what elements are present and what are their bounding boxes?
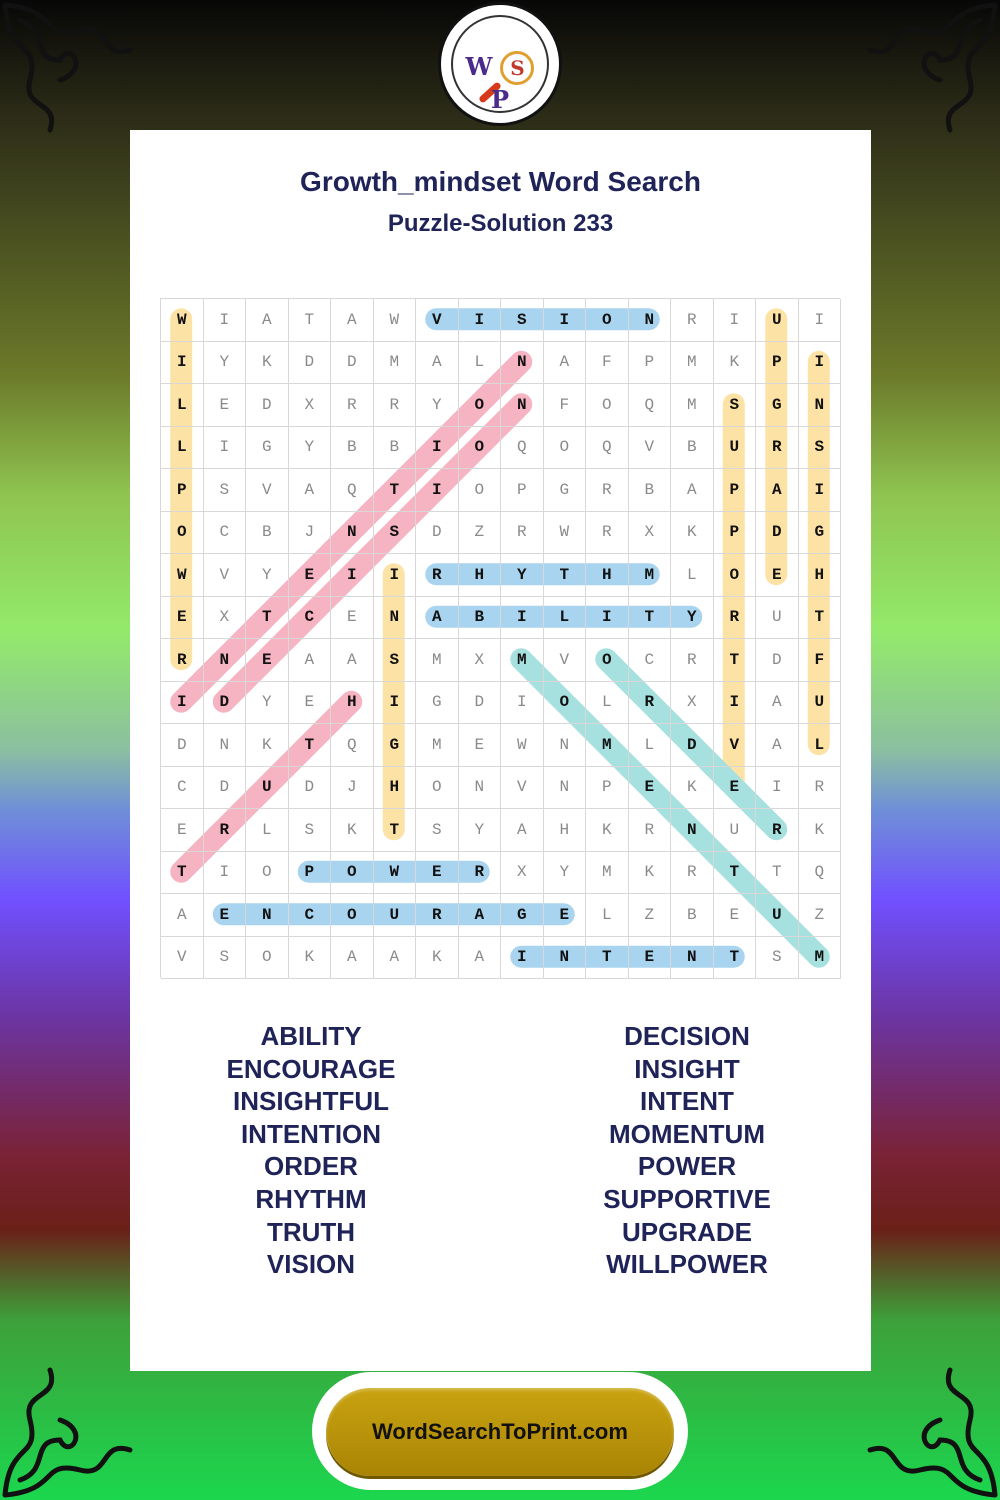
grid-cell[interactable]: O: [161, 512, 204, 555]
grid-cell[interactable]: T: [714, 852, 757, 895]
grid-cell[interactable]: N: [629, 299, 672, 342]
grid-cell[interactable]: M: [416, 724, 459, 767]
grid-cell[interactable]: W: [161, 554, 204, 597]
grid-cell[interactable]: R: [799, 767, 842, 810]
grid-cell[interactable]: G: [246, 427, 289, 470]
grid-cell[interactable]: G: [416, 682, 459, 725]
grid-cell[interactable]: S: [799, 427, 842, 470]
grid-cell[interactable]: D: [459, 682, 502, 725]
grid-cell[interactable]: E: [714, 767, 757, 810]
grid-cell[interactable]: E: [416, 852, 459, 895]
grid-cell[interactable]: U: [756, 597, 799, 640]
grid-cell[interactable]: K: [671, 767, 714, 810]
grid-cell[interactable]: T: [374, 809, 417, 852]
grid-cell[interactable]: O: [459, 469, 502, 512]
grid-cell[interactable]: I: [799, 342, 842, 385]
grid-cell[interactable]: J: [331, 767, 374, 810]
grid-cell[interactable]: D: [289, 342, 332, 385]
grid-cell[interactable]: Y: [544, 852, 587, 895]
word-list-item: DECISION: [624, 1021, 750, 1051]
grid-cell[interactable]: L: [671, 554, 714, 597]
grid-cell[interactable]: I: [331, 554, 374, 597]
grid-cell[interactable]: N: [331, 512, 374, 555]
word-list-item: ENCOURAGE: [226, 1053, 396, 1084]
grid-cell[interactable]: T: [714, 937, 757, 980]
grid-cell[interactable]: A: [374, 937, 417, 980]
grid-cell[interactable]: O: [586, 639, 629, 682]
grid-cell[interactable]: R: [204, 809, 247, 852]
grid-cell[interactable]: M: [629, 554, 672, 597]
logo-letter: S: [500, 51, 534, 85]
grid-cell[interactable]: V: [501, 767, 544, 810]
grid-cell[interactable]: D: [671, 724, 714, 767]
grid-cell[interactable]: R: [714, 597, 757, 640]
grid-cell[interactable]: I: [799, 469, 842, 512]
grid-cell[interactable]: L: [586, 682, 629, 725]
grid-cell[interactable]: B: [671, 894, 714, 937]
grid-cell[interactable]: M: [799, 937, 842, 980]
grid-cell[interactable]: V: [204, 554, 247, 597]
grid-cell[interactable]: Z: [459, 512, 502, 555]
grid-cell[interactable]: U: [799, 682, 842, 725]
grid-cell[interactable]: R: [416, 554, 459, 597]
grid-cell[interactable]: V: [544, 639, 587, 682]
grid-cell[interactable]: F: [544, 384, 587, 427]
grid-cell[interactable]: A: [331, 299, 374, 342]
grid-cell[interactable]: Y: [459, 809, 502, 852]
corner-ornament: [0, 1350, 150, 1500]
grid-cell[interactable]: T: [756, 852, 799, 895]
grid-cell[interactable]: L: [459, 342, 502, 385]
grid-cell[interactable]: N: [459, 767, 502, 810]
grid-cell[interactable]: E: [629, 937, 672, 980]
grid-cell[interactable]: Y: [246, 682, 289, 725]
grid-cell[interactable]: S: [289, 809, 332, 852]
grid-cell[interactable]: O: [544, 427, 587, 470]
grid-cell[interactable]: K: [586, 809, 629, 852]
grid-cell[interactable]: Y: [671, 597, 714, 640]
grid-cell[interactable]: I: [544, 299, 587, 342]
grid-cell[interactable]: U: [374, 894, 417, 937]
grid-cell[interactable]: S: [714, 384, 757, 427]
grid-cell[interactable]: I: [459, 299, 502, 342]
grid-cell[interactable]: Q: [501, 427, 544, 470]
grid-cell[interactable]: A: [416, 597, 459, 640]
grid-cell[interactable]: I: [416, 469, 459, 512]
word-list-right: [537, 1020, 837, 1281]
grid-cell[interactable]: W: [161, 299, 204, 342]
corner-ornament: [850, 1350, 1000, 1500]
grid-cell[interactable]: V: [714, 724, 757, 767]
grid-cell[interactable]: A: [331, 639, 374, 682]
grid-cell[interactable]: I: [204, 852, 247, 895]
grid-cell[interactable]: P: [714, 512, 757, 555]
grid-cell[interactable]: N: [374, 597, 417, 640]
grid-cell[interactable]: T: [246, 597, 289, 640]
word-list-item: RHYTHM: [255, 1183, 367, 1214]
grid-cell[interactable]: R: [331, 384, 374, 427]
grid-cell[interactable]: D: [161, 724, 204, 767]
grid-cell[interactable]: K: [246, 342, 289, 385]
grid-cell[interactable]: X: [501, 852, 544, 895]
grid-cell[interactable]: K: [671, 512, 714, 555]
grid-cell[interactable]: I: [161, 682, 204, 725]
grid-cell[interactable]: G: [544, 469, 587, 512]
logo-letter: P: [490, 85, 510, 114]
word-list-item: INSIGHT: [634, 1053, 740, 1084]
grid-cell[interactable]: S: [374, 512, 417, 555]
grid-cell[interactable]: T: [629, 597, 672, 640]
word-list-item: POWER: [637, 1151, 737, 1182]
word-list-item: VISION: [266, 1249, 356, 1280]
grid-cell[interactable]: U: [756, 299, 799, 342]
grid-cell[interactable]: U: [246, 767, 289, 810]
grid-cell[interactable]: T: [374, 469, 417, 512]
grid-cell[interactable]: R: [756, 809, 799, 852]
grid-cell[interactable]: M: [586, 852, 629, 895]
grid-cell[interactable]: O: [544, 682, 587, 725]
grid-cell[interactable]: G: [374, 724, 417, 767]
word-list-item: UPGRADE: [621, 1216, 752, 1247]
grid-cell[interactable]: P: [629, 342, 672, 385]
grid-cell[interactable]: B: [246, 512, 289, 555]
grid-cell[interactable]: B: [629, 469, 672, 512]
grid-cell[interactable]: I: [756, 767, 799, 810]
grid-cell[interactable]: S: [756, 937, 799, 980]
letter-grid: [160, 298, 840, 978]
grid-cell[interactable]: A: [331, 937, 374, 980]
grid-cell[interactable]: U: [756, 894, 799, 937]
grid-cell[interactable]: T: [289, 299, 332, 342]
grid-cell[interactable]: O: [331, 852, 374, 895]
grid-cell[interactable]: M: [416, 639, 459, 682]
grid-cell[interactable]: D: [246, 384, 289, 427]
grid-cell[interactable]: M: [671, 384, 714, 427]
word-list-item: INSIGHTFUL: [233, 1086, 389, 1117]
grid-cell[interactable]: C: [289, 894, 332, 937]
grid-cell[interactable]: N: [544, 937, 587, 980]
grid-cell[interactable]: E: [756, 554, 799, 597]
grid-cell[interactable]: X: [629, 512, 672, 555]
grid-cell[interactable]: D: [756, 639, 799, 682]
grid-cell[interactable]: Y: [416, 384, 459, 427]
grid-cell[interactable]: T: [586, 937, 629, 980]
word-list-item: MOMENTUM: [609, 1118, 765, 1149]
grid-cell[interactable]: I: [586, 597, 629, 640]
grid-cell[interactable]: V: [416, 299, 459, 342]
grid-cell[interactable]: I: [714, 682, 757, 725]
grid-cell[interactable]: V: [246, 469, 289, 512]
grid-cell[interactable]: K: [629, 852, 672, 895]
site-logo[interactable]: [438, 2, 562, 126]
grid-cell[interactable]: H: [544, 809, 587, 852]
word-list-item: ABILITY: [260, 1021, 362, 1051]
grid-cell[interactable]: N: [501, 342, 544, 385]
grid-cell[interactable]: S: [374, 639, 417, 682]
grid-cell[interactable]: A: [501, 809, 544, 852]
grid-cell[interactable]: A: [161, 894, 204, 937]
grid-cell[interactable]: L: [629, 724, 672, 767]
grid-cell[interactable]: X: [671, 682, 714, 725]
grid-cell[interactable]: Y: [501, 554, 544, 597]
footer-badge: [312, 1372, 688, 1490]
grid-cell[interactable]: T: [544, 554, 587, 597]
grid-cell[interactable]: E: [289, 554, 332, 597]
grid-cell[interactable]: O: [714, 554, 757, 597]
grid-cell[interactable]: L: [246, 809, 289, 852]
grid-cell[interactable]: K: [246, 724, 289, 767]
grid-cell[interactable]: N: [204, 724, 247, 767]
grid-cell[interactable]: D: [204, 682, 247, 725]
grid-cell[interactable]: F: [799, 639, 842, 682]
grid-cell[interactable]: X: [459, 639, 502, 682]
grid-cell[interactable]: A: [246, 299, 289, 342]
corner-ornament: [0, 0, 150, 150]
grid-cell[interactable]: I: [501, 937, 544, 980]
grid-cell[interactable]: E: [204, 894, 247, 937]
grid-cell[interactable]: H: [459, 554, 502, 597]
puzzle-subtitle: Puzzle-Solution 233: [387, 210, 614, 237]
puzzle-title: Growth_mindset Word Search: [300, 166, 701, 197]
logo-ring: [451, 15, 549, 113]
grid-cell[interactable]: K: [799, 809, 842, 852]
grid-cell[interactable]: B: [331, 427, 374, 470]
grid-cell[interactable]: R: [756, 427, 799, 470]
grid-cell[interactable]: J: [289, 512, 332, 555]
grid-cell[interactable]: C: [289, 597, 332, 640]
grid-cell[interactable]: E: [714, 894, 757, 937]
grid-cell[interactable]: V: [161, 937, 204, 980]
grid-cell[interactable]: W: [374, 852, 417, 895]
grid-cell[interactable]: R: [459, 852, 502, 895]
grid-cell[interactable]: A: [544, 342, 587, 385]
grid-cell[interactable]: N: [671, 937, 714, 980]
grid-cell[interactable]: K: [714, 342, 757, 385]
grid-cell[interactable]: A: [289, 469, 332, 512]
grid-cell[interactable]: E: [544, 894, 587, 937]
grid-cell[interactable]: T: [289, 724, 332, 767]
grid-cell[interactable]: R: [374, 384, 417, 427]
grid-cell[interactable]: B: [374, 427, 417, 470]
logo-letters: [453, 51, 547, 114]
word-list-left: [161, 1020, 461, 1281]
grid-cell[interactable]: Y: [246, 554, 289, 597]
grid-cell[interactable]: O: [246, 852, 289, 895]
grid-cell[interactable]: S: [501, 299, 544, 342]
grid-cell[interactable]: I: [501, 682, 544, 725]
grid-cell[interactable]: N: [246, 894, 289, 937]
grid-cell[interactable]: Q: [799, 852, 842, 895]
grid-cell[interactable]: I: [714, 299, 757, 342]
grid-cell[interactable]: P: [501, 469, 544, 512]
grid-cell[interactable]: I: [204, 299, 247, 342]
grid-cell[interactable]: N: [544, 767, 587, 810]
grid-cell[interactable]: A: [756, 469, 799, 512]
logo-letter: W: [465, 52, 493, 81]
grid-cell[interactable]: A: [459, 937, 502, 980]
grid-cell[interactable]: L: [544, 597, 587, 640]
grid-cell[interactable]: O: [459, 427, 502, 470]
grid-cell[interactable]: R: [671, 852, 714, 895]
word-list-item: INTENTION: [240, 1118, 382, 1149]
grid-cell[interactable]: R: [671, 299, 714, 342]
grid-cell[interactable]: S: [204, 937, 247, 980]
grid-cell[interactable]: K: [289, 937, 332, 980]
grid-cell[interactable]: X: [204, 597, 247, 640]
grid-cell[interactable]: L: [161, 427, 204, 470]
grid-cell[interactable]: R: [671, 639, 714, 682]
grid-cell[interactable]: A: [459, 894, 502, 937]
grid-cell[interactable]: U: [714, 427, 757, 470]
word-list-item: TRUTH: [266, 1216, 356, 1247]
grid-cell[interactable]: C: [161, 767, 204, 810]
grid-cell[interactable]: S: [204, 469, 247, 512]
grid-cell[interactable]: G: [799, 512, 842, 555]
grid-cell[interactable]: T: [799, 597, 842, 640]
grid-cell[interactable]: L: [161, 384, 204, 427]
grid-cell[interactable]: I: [161, 342, 204, 385]
grid-cell[interactable]: I: [374, 682, 417, 725]
grid-cell[interactable]: P: [586, 767, 629, 810]
grid-cell[interactable]: B: [459, 597, 502, 640]
grid-cell[interactable]: C: [629, 639, 672, 682]
grid-cell[interactable]: E: [204, 384, 247, 427]
grid-cell[interactable]: P: [289, 852, 332, 895]
grid-cell[interactable]: Y: [289, 427, 332, 470]
grid-cell[interactable]: E: [161, 809, 204, 852]
grid-cell[interactable]: X: [289, 384, 332, 427]
grid-cell[interactable]: T: [161, 852, 204, 895]
grid-cell[interactable]: K: [416, 937, 459, 980]
grid-cell[interactable]: O: [586, 299, 629, 342]
grid-cell[interactable]: R: [161, 639, 204, 682]
grid-cell[interactable]: A: [416, 342, 459, 385]
grid-cell[interactable]: V: [629, 427, 672, 470]
grid-cell[interactable]: O: [416, 767, 459, 810]
grid-cell[interactable]: K: [331, 809, 374, 852]
grid-cell[interactable]: A: [671, 469, 714, 512]
grid-cell[interactable]: D: [416, 512, 459, 555]
grid-cell[interactable]: N: [671, 809, 714, 852]
grid-cell[interactable]: N: [204, 639, 247, 682]
grid-cell[interactable]: O: [459, 384, 502, 427]
grid-cell[interactable]: R: [586, 512, 629, 555]
grid-cell[interactable]: M: [501, 639, 544, 682]
grid-cell[interactable]: S: [416, 809, 459, 852]
grid-cell[interactable]: E: [331, 597, 374, 640]
grid-cell[interactable]: E: [629, 767, 672, 810]
grid-cell[interactable]: C: [204, 512, 247, 555]
grid-cell[interactable]: R: [501, 512, 544, 555]
grid-cell[interactable]: R: [586, 469, 629, 512]
grid-cell[interactable]: Q: [331, 469, 374, 512]
grid-cell[interactable]: I: [416, 427, 459, 470]
grid-cell[interactable]: G: [501, 894, 544, 937]
word-grid: [160, 298, 840, 978]
grid-cell[interactable]: H: [586, 554, 629, 597]
grid-cell[interactable]: R: [629, 682, 672, 725]
grid-cell[interactable]: H: [799, 554, 842, 597]
grid-cell[interactable]: L: [799, 724, 842, 767]
grid-cell[interactable]: Z: [629, 894, 672, 937]
grid-cell[interactable]: W: [501, 724, 544, 767]
grid-cell[interactable]: E: [459, 724, 502, 767]
grid-cell[interactable]: R: [629, 809, 672, 852]
grid-cell[interactable]: D: [204, 767, 247, 810]
grid-cell[interactable]: N: [501, 384, 544, 427]
grid-cell[interactable]: D: [756, 512, 799, 555]
grid-cell[interactable]: G: [756, 384, 799, 427]
word-list-item: INTENT: [640, 1086, 734, 1117]
grid-cell[interactable]: I: [204, 427, 247, 470]
grid-cell[interactable]: T: [714, 639, 757, 682]
grid-cell[interactable]: E: [289, 682, 332, 725]
grid-cell[interactable]: N: [544, 724, 587, 767]
grid-cell[interactable]: W: [374, 299, 417, 342]
grid-cell[interactable]: O: [586, 384, 629, 427]
grid-cell[interactable]: A: [756, 682, 799, 725]
grid-cell[interactable]: P: [161, 469, 204, 512]
grid-cell[interactable]: B: [671, 427, 714, 470]
grid-cell[interactable]: D: [331, 342, 374, 385]
grid-cell[interactable]: I: [501, 597, 544, 640]
grid-cell[interactable]: H: [374, 767, 417, 810]
grid-cell[interactable]: M: [671, 342, 714, 385]
grid-cell[interactable]: Y: [204, 342, 247, 385]
word-list-item: ORDER: [264, 1151, 358, 1182]
grid-cell[interactable]: U: [714, 809, 757, 852]
grid-cell[interactable]: I: [374, 554, 417, 597]
grid-cell[interactable]: A: [756, 724, 799, 767]
grid-cell[interactable]: Q: [629, 384, 672, 427]
grid-cell[interactable]: I: [799, 299, 842, 342]
corner-ornament: [850, 0, 1000, 150]
grid-cell[interactable]: F: [586, 342, 629, 385]
grid-cell[interactable]: M: [374, 342, 417, 385]
grid-cell[interactable]: E: [161, 597, 204, 640]
grid-cell[interactable]: N: [799, 384, 842, 427]
site-link-button[interactable]: WordSearchToPrint.com: [326, 1388, 674, 1476]
grid-cell[interactable]: P: [714, 469, 757, 512]
word-list-item: WILLPOWER: [606, 1249, 768, 1280]
grid-cell[interactable]: Z: [799, 894, 842, 937]
grid-cell[interactable]: D: [289, 767, 332, 810]
grid-cell[interactable]: Q: [331, 724, 374, 767]
grid-cell[interactable]: L: [586, 894, 629, 937]
grid-cell[interactable]: E: [246, 639, 289, 682]
grid-cell[interactable]: Q: [586, 427, 629, 470]
grid-cell[interactable]: O: [331, 894, 374, 937]
grid-cell[interactable]: H: [331, 682, 374, 725]
grid-cell[interactable]: P: [756, 342, 799, 385]
word-list-item: SUPPORTIVE: [603, 1183, 771, 1214]
puzzle-sheet: [130, 130, 871, 1371]
grid-cell[interactable]: O: [246, 937, 289, 980]
grid-cell[interactable]: M: [586, 724, 629, 767]
grid-cell[interactable]: R: [416, 894, 459, 937]
grid-cell[interactable]: A: [289, 639, 332, 682]
grid-cell[interactable]: W: [544, 512, 587, 555]
